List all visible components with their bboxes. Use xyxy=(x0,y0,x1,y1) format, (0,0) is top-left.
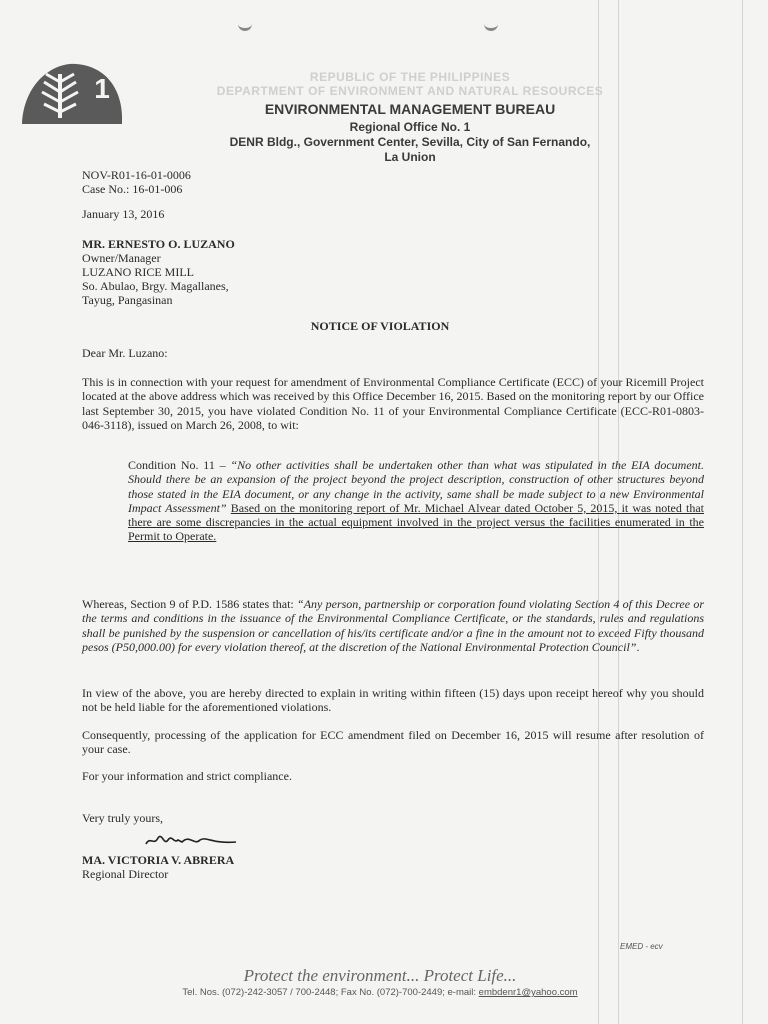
punch-hole xyxy=(238,18,252,31)
paragraph-connection: This is in connection with your request for amendment of Environmental Compliance Certificate (ECC) of your Ricemill Project located at the above address which was received by this Office December 16, 2015. Based on the monitoring report by our Office last September 30, 2015, you have violated Condition No. 11 of your Environmental Compliance Certificate (ECC-R01-0803-046-3118), issued on March 26, 2008, to wit: xyxy=(82,375,704,432)
section9-lead: Whereas, Section 9 of P.D. 1586 states that: xyxy=(82,597,298,611)
closing: Very truly yours, xyxy=(82,811,163,825)
condition-block xyxy=(128,458,704,544)
case-number: Case No.: 16-01-006 xyxy=(82,182,183,196)
addressee-address1: So. Abulao, Brgy. Magallanes, xyxy=(82,279,229,293)
punch-hole xyxy=(484,18,498,31)
addressee-company: LUZANO RICE MILL xyxy=(82,265,194,279)
notice-title: NOTICE OF VIOLATION xyxy=(310,319,450,333)
section9-end: . xyxy=(636,639,640,654)
condition-quote: “No other activities shall be undertaken other than what was stipulated in the EIA document. Should there be an expansion of the project beyond the project description, construction of other structures beyond those stated in the EIA document, or any change in the activity, same shall be made subject to a new Environmental Impact Assessment” xyxy=(128,458,704,515)
nov-number: NOV-R01-16-01-0006 xyxy=(82,168,191,182)
addressee-address2: Tayug, Pangasinan xyxy=(82,293,173,307)
paragraph-compliance: For your information and strict compliance. xyxy=(82,769,292,783)
paragraph-section9 xyxy=(82,597,704,654)
signatory-name: MA. VICTORIA V. ABRERA xyxy=(82,853,235,867)
contact-email[interactable]: embdenr1@yahoo.com xyxy=(478,987,578,998)
regional-office: Regional Office No. 1 xyxy=(349,120,471,134)
republic-heading: REPUBLIC OF THE PHILIPPINES xyxy=(309,70,511,84)
addressee-name: MR. ERNESTO O. LUZANO xyxy=(82,237,235,251)
paragraph-directive: In view of the above, you are hereby directed to explain in writing within fifteen (15) days upon receipt hereof why you should not be held liable for the aforementioned violations. xyxy=(82,686,704,715)
denr-logo xyxy=(14,52,126,124)
contact-numbers: Tel. Nos. (072)-242-3057 / 700-2448; Fax No. (072)-700-2449; e-mail: xyxy=(182,987,479,998)
logo-number: 1 xyxy=(94,73,110,104)
paragraph-processing: Consequently, processing of the application for ECC amendment filed on December 16, 2015 will resume after resolution of your case. xyxy=(82,728,704,757)
reference-initials: EMED - ecv xyxy=(620,942,663,951)
condition-lead: Condition No. 11 – xyxy=(128,458,231,472)
signatory-position: Regional Director xyxy=(82,867,169,881)
letter-date: January 13, 2016 xyxy=(82,207,165,221)
salutation: Dear Mr. Luzano: xyxy=(82,346,168,360)
footer-contact xyxy=(120,987,640,998)
bureau-heading: ENVIRONMENTAL MANAGEMENT BUREAU xyxy=(264,101,556,117)
condition-finding: Based on the monitoring report of Mr. Michael Alvear dated October 5, 2015, it was noted that there are some discrepancies in the actual equipment involved in the project versus the facilities enumerated in the Permit to Operate. xyxy=(128,500,704,544)
addressee-position: Owner/Manager xyxy=(82,251,161,265)
scan-artifact-line xyxy=(742,0,743,1024)
office-address-line2: La Union xyxy=(384,150,436,164)
department-heading: DEPARTMENT OF ENVIRONMENT AND NATURAL RESOURCES xyxy=(216,84,604,98)
footer-motto: Protect the environment... Protect Life... xyxy=(243,966,517,985)
regional-office-block xyxy=(180,120,640,165)
section9-quote: “Any person, partnership or corporation found violating Section 4 of this Decree or the terms and conditions in the issuance of the Environmental Compliance Certificate, or the standards, rules and regulations shall be punished by the suspension or cancellation of his/its certificate and/or a fine in the amount not to exceed Fifty thousand pesos (P50,000.00) for every violation thereof, at the discretion of the National Environmental Protection Council” xyxy=(82,597,704,654)
office-address-line1: DENR Bldg., Government Center, Sevilla, City of San Fernando, xyxy=(229,135,591,149)
signature-mark xyxy=(140,828,240,856)
